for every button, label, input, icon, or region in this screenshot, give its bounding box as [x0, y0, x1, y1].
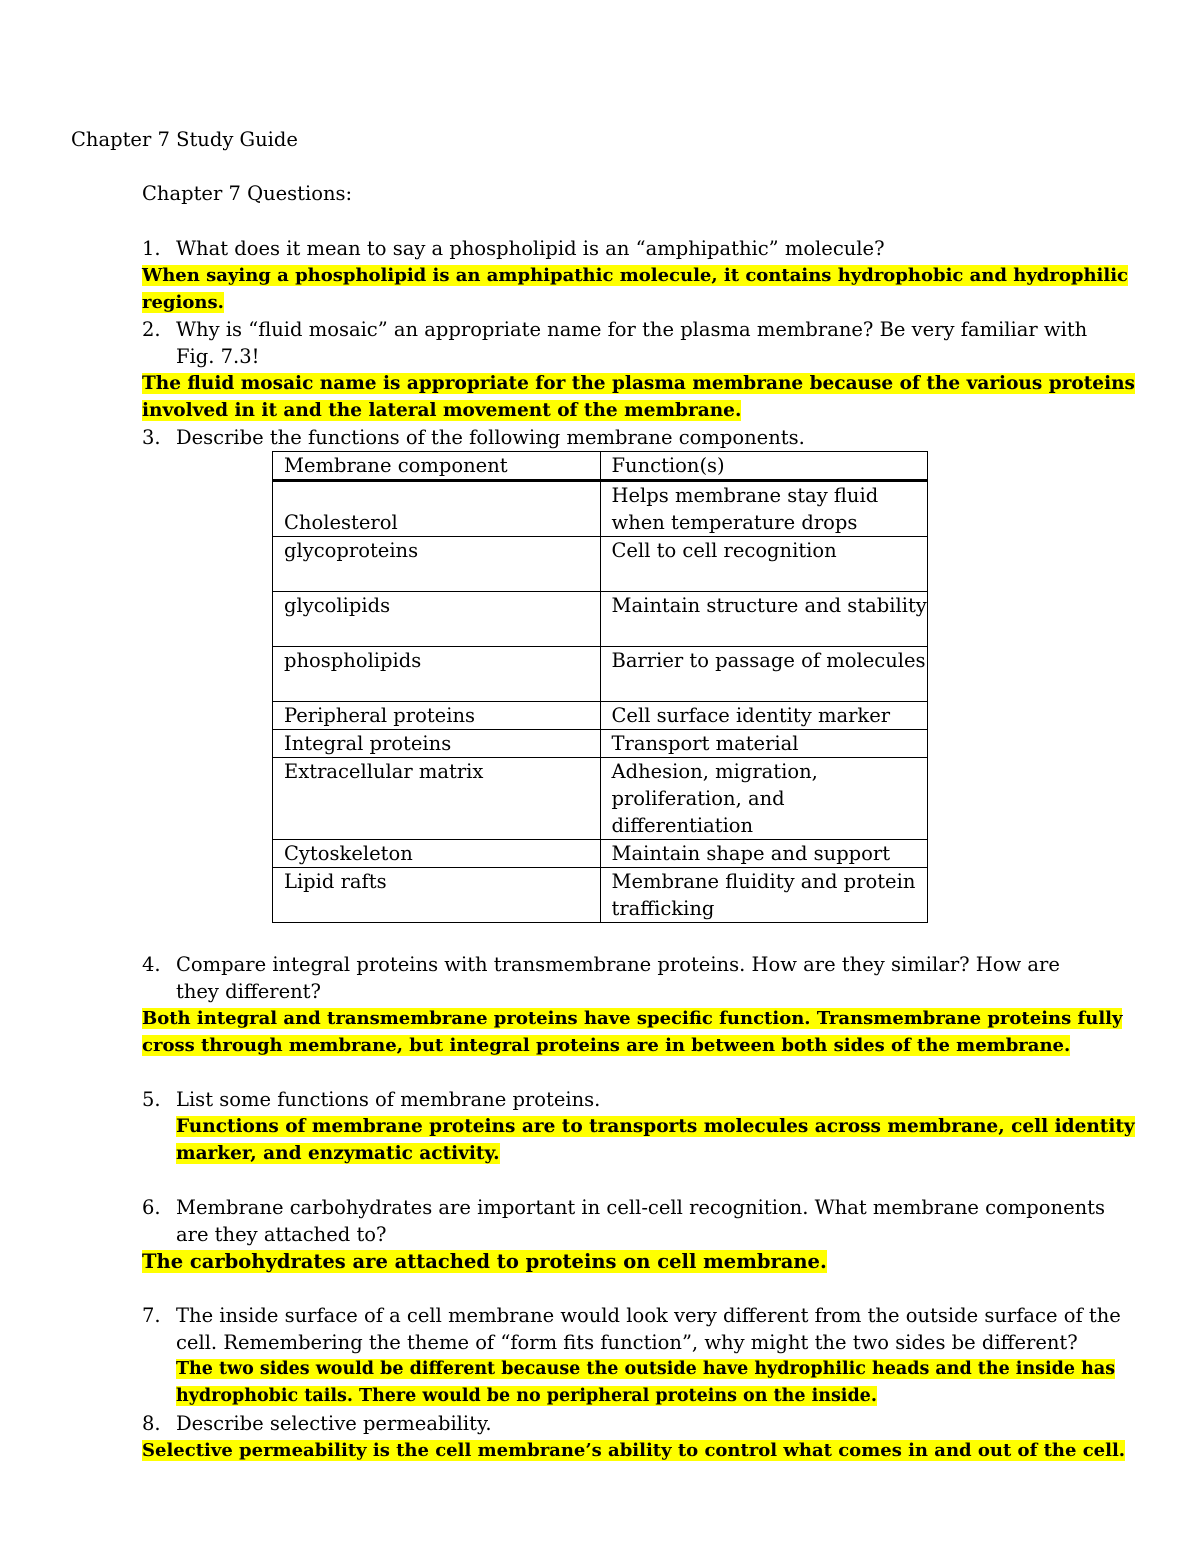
- table-cell-component: Peripheral proteins: [273, 702, 601, 730]
- question-5-text: List some functions of membrane proteins.: [176, 1088, 601, 1111]
- question-7-text: The inside surface of a cell membrane would look very different from the outside surface of the cell. Remembering the theme of “form fits function”, why might the two sides be different?: [176, 1304, 1121, 1354]
- table-row: [273, 758, 928, 840]
- table-row: [273, 868, 928, 923]
- answer-1: When saying a phospholipid is an amphipathic molecule, it contains hydrophobic and hydrophilic regions.: [142, 265, 1129, 313]
- table-cell-function: Adhesion, migration, proliferation, and differentiation: [600, 758, 928, 840]
- table-cell-component: Cholesterol: [273, 481, 601, 537]
- answer-7: The two sides would be different because the outside have hydrophilic heads and the inside has hydrophobic tails. There would be no peripheral proteins on the inside.: [176, 1359, 1116, 1406]
- membrane-components-table: [272, 451, 928, 923]
- table-cell-function: Maintain shape and support: [600, 840, 928, 868]
- question-5-number: 5.: [142, 1088, 161, 1111]
- question-1-text: What does it mean to say a phospholipid is an “amphipathic” molecule?: [176, 237, 885, 260]
- table-cell-function: Cell surface identity marker: [600, 702, 928, 730]
- table-cell-function: Membrane fluidity and protein trafficking: [600, 868, 928, 923]
- table-row: [273, 840, 928, 868]
- table-cell-component: Integral proteins: [273, 730, 601, 758]
- question-2-text: Why is “fluid mosaic” an appropriate name for the plasma membrane? Be very familiar with Fig. 7.3!: [176, 318, 1088, 368]
- table-cell-function: Cell to cell recognition: [600, 537, 928, 592]
- table-header-row: [273, 452, 928, 481]
- answer-5: Functions of membrane proteins are to transports molecules across membrane, cell identity marker, and enzymatic activity.: [176, 1116, 1135, 1164]
- question-2-number: 2.: [142, 318, 161, 341]
- answer-8: Selective permeability is the cell membrane’s ability to control what comes in and out of the cell.: [142, 1440, 1126, 1461]
- question-1-number: 1.: [142, 237, 161, 260]
- table-cell-function: Maintain structure and stability: [600, 592, 928, 647]
- table-cell-component: glycolipids: [273, 592, 601, 647]
- answer-4: Both integral and transmembrane proteins have specific function. Transmembrane proteins fully cross through membrane, but integral proteins are in between both sides of the membrane.: [142, 1008, 1123, 1056]
- table-row: [273, 481, 928, 537]
- table-cell-function: Helps membrane stay fluid when temperature drops: [600, 481, 928, 537]
- table-header-function: Function(s): [600, 452, 928, 481]
- section-heading: Chapter 7 Questions:: [142, 182, 353, 205]
- answer-6: The carbohydrates are attached to proteins on cell membrane.: [142, 1250, 827, 1273]
- table-cell-component: glycoproteins: [273, 537, 601, 592]
- question-3-number: 3.: [142, 426, 161, 449]
- table-cell-component: Extracellular matrix: [273, 758, 601, 840]
- question-8-text: Describe selective permeability.: [176, 1412, 492, 1435]
- table-row: [273, 647, 928, 702]
- table-cell-component: Cytoskeleton: [273, 840, 601, 868]
- table-row: [273, 730, 928, 758]
- question-3-text: Describe the functions of the following membrane components.: [176, 426, 805, 449]
- table-cell-function: Transport material: [600, 730, 928, 758]
- table-row: [273, 537, 928, 592]
- table-header-component: Membrane component: [273, 452, 601, 481]
- question-4-text: Compare integral proteins with transmembrane proteins. How are they similar? How are they different?: [176, 953, 1060, 1003]
- table-row: [273, 592, 928, 647]
- question-4-number: 4.: [142, 953, 161, 976]
- page-title: Chapter 7 Study Guide: [71, 128, 298, 151]
- question-7-number: 7.: [142, 1304, 161, 1327]
- table-cell-component: Lipid rafts: [273, 868, 601, 923]
- question-6-number: 6.: [142, 1196, 161, 1219]
- table-cell-component: phospholipids: [273, 647, 601, 702]
- table-cell-function: Barrier to passage of molecules: [600, 647, 928, 702]
- question-8-number: 8.: [142, 1412, 161, 1435]
- table-row: [273, 702, 928, 730]
- question-6-text: Membrane carbohydrates are important in cell-cell recognition. What membrane components are they attached to?: [176, 1196, 1106, 1246]
- answer-2: The fluid mosaic name is appropriate for the plasma membrane because of the various proteins involved in it and the lateral movement of the membrane.: [142, 373, 1135, 421]
